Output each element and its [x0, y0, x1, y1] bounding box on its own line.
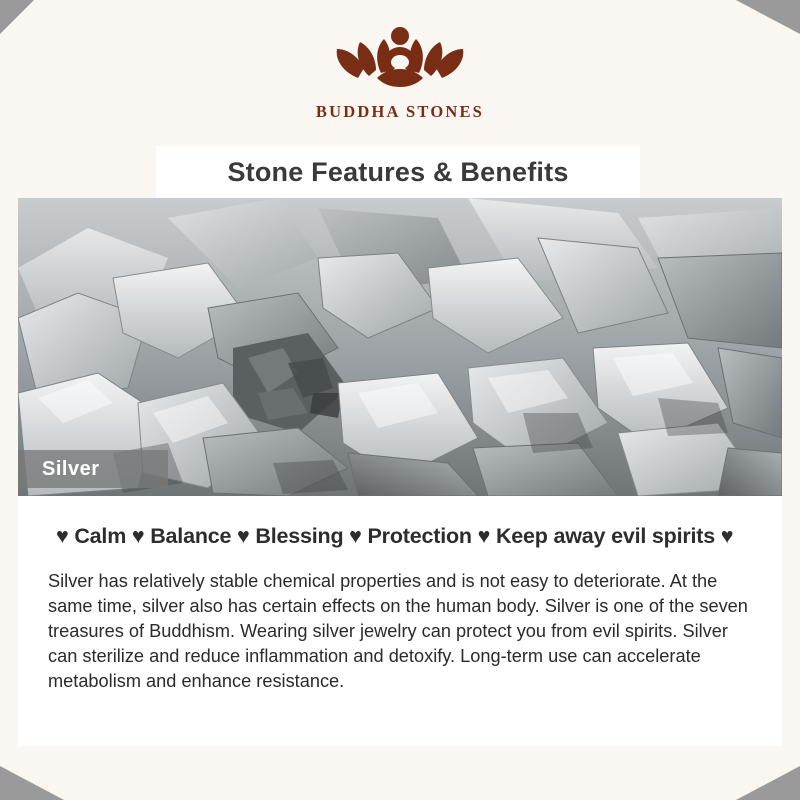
- stone-name: Silver: [42, 457, 100, 480]
- brand-name: BUDDHA STONES: [315, 102, 485, 121]
- lotus-meditation-icon: [325, 16, 475, 100]
- description-text: Silver has relatively stable chemical properties and is not easy to deteriorate. At the same time, silver also has certain effects on the human body. Silver is one of the seven treasures of Buddhism. Wearing silver jewelry can protect you from evil spirits. Silver can sterilize and reduce inflammation and detoxify. Long-term use can accelerate metabolism and enhance resistance.: [48, 571, 748, 692]
- stone-name-badge: [18, 450, 168, 488]
- brand-header: [0, 0, 800, 148]
- corner-decoration-bottom-left: [0, 766, 64, 800]
- corner-decoration-bottom-right: [736, 766, 800, 800]
- page-title: Stone Features & Benefits: [227, 156, 569, 187]
- title-band: [156, 146, 640, 198]
- content-card: [18, 496, 782, 746]
- benefits-line: ♥ Calm ♥ Balance ♥ Blessing ♥ Protection ♥ Keep away evil spirits ♥: [56, 524, 734, 548]
